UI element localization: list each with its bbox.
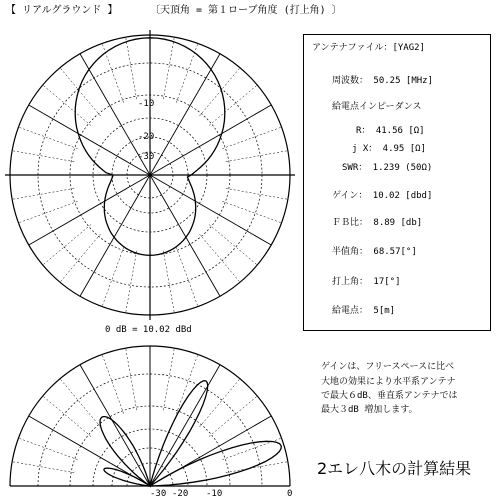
grid-spoke [150,175,271,245]
elev-spoke [176,354,198,413]
impedance-heading: 給電点インピーダンス [332,102,422,112]
grid-spoke [43,224,91,264]
grid-spoke [18,127,77,149]
grid-spoke [126,37,137,99]
grid-spoke [199,234,239,282]
elev-spoke [150,365,220,486]
elev-spoke [209,396,257,436]
elev-spoke [18,438,77,460]
elev-main-lobe [150,441,281,486]
elev-back-lobe [100,417,150,486]
azimuth-grid [5,30,295,320]
note-line-3: で最大６dB、垂直系アンテナでは [321,391,458,401]
front-back-ratio-value: ＦＢ比： 8.89 [db] [332,218,423,228]
elev-second-lobe [150,381,208,486]
elev-spoke [80,365,150,486]
elev-ring [112,448,188,486]
grid-spoke [60,234,100,282]
ring-label-20: -20 [138,132,155,142]
grid-spoke [176,247,198,306]
takeoff-angle-value: 打上角： 17[°] [332,277,401,287]
elev-spoke [222,438,281,460]
axis-label-minus30: -30 [150,489,167,499]
elev-spoke [163,348,174,410]
grid-spoke [80,175,150,296]
swr-value: SWR： 1.239 (50Ω) [342,163,433,173]
ground-label: 【 リアルグラウンド 】 [6,5,118,16]
grid-spoke [60,68,100,116]
grid-spoke [18,201,77,223]
ring-label-10: -10 [138,99,155,109]
elevation-grid [10,346,290,486]
elev-ring [10,346,290,486]
grid-spoke [102,247,124,306]
result-title: 2エレ八木の計算結果 [317,459,472,478]
elev-spoke [226,462,288,473]
resistance-value: R： 41.56 [Ω] [356,126,425,136]
ring-label-30: -30 [138,152,155,162]
axis-label-minus20: -20 [172,489,189,499]
elev-spoke [60,379,100,427]
grid-spoke [29,175,150,245]
elevation-title: 〔天頂角 = 第１ローブ角度 (打上角) 〕 [150,5,342,16]
axis-label-zero: 0 [287,489,293,499]
grid-spoke [126,251,137,313]
grid-spoke [12,188,74,199]
elevation-pattern [100,381,281,486]
elev-ring [93,429,207,486]
note-line-4: 最大３dB 増加します。 [321,405,418,415]
grid-spoke [150,105,271,175]
azimuth-polar-chart [0,0,300,330]
elev-ring [127,463,173,486]
gain-reference-caption: 0 dB = 10.02 dBd [105,325,192,335]
feed-height-value: 給電点： 5[m] [332,306,396,316]
note-line-2: 大地の効果により水平系アンテナ [321,377,456,387]
elev-spoke [102,354,124,413]
grid-spoke [150,175,220,296]
note-line-1: ゲインは、フリースペースに比べ [321,362,455,372]
elev-spoke [199,379,239,427]
elev-low-back-lobe [104,468,150,486]
grid-spoke [163,251,174,313]
grid-spoke [226,151,288,162]
grid-spoke [222,127,281,149]
frequency-value: 周波数： 50.25 [MHz] [332,76,434,86]
elev-spoke [126,348,137,410]
elev-ring [38,374,262,486]
grid-spoke [222,201,281,223]
gain-value: ゲイン： 10.02 [dbd] [332,191,433,201]
grid-spoke [226,188,288,199]
grid-spoke [209,224,257,264]
elev-spoke [29,416,150,486]
grid-spoke [209,85,257,125]
beamwidth-value: 半值角： 68.57[°] [332,247,417,257]
grid-spoke [12,151,74,162]
elev-spoke [12,462,74,473]
axis-label-minus10: -10 [206,489,223,499]
grid-spoke [163,37,174,99]
reactance-value: j X： 4.95 [Ω] [352,144,427,154]
antenna-file-label: アンテナファイル：[YAG2] [312,43,425,53]
elev-spoke [43,396,91,436]
grid-spoke [29,105,150,175]
elev-spoke [150,416,271,486]
grid-spoke [199,68,239,116]
elev-ring [70,406,230,486]
grid-spoke [43,85,91,125]
antenna-info-panel [303,34,491,331]
